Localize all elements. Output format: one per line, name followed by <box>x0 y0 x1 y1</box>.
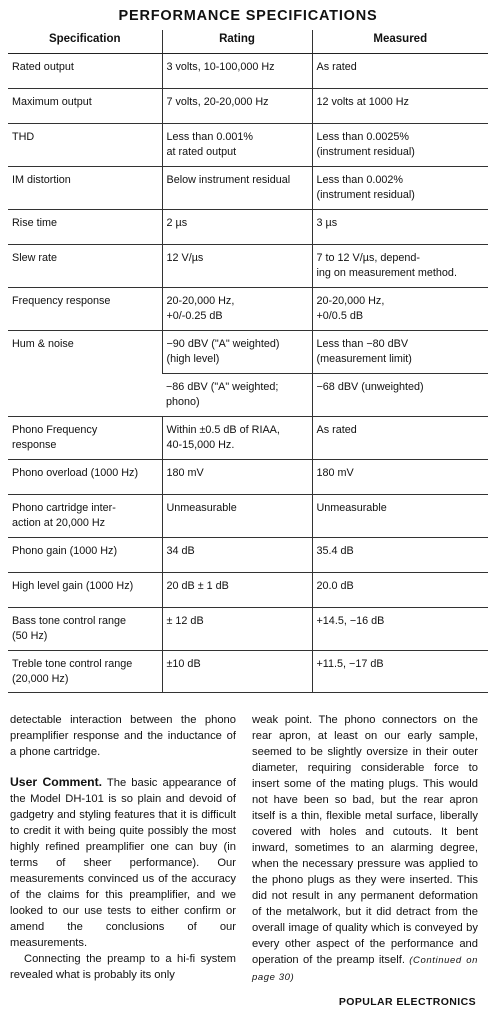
cell-measured: +11.5, −17 dB <box>312 651 488 694</box>
table-row <box>8 245 488 288</box>
table-row <box>8 608 488 651</box>
cell-specification: Hum & noise <box>8 331 162 417</box>
cell-specification: Phono cartridge inter- action at 20,000 Hz <box>8 495 162 538</box>
table-row <box>8 124 488 167</box>
cell-measured: As rated <box>312 54 488 89</box>
header-specification: Specification <box>8 30 162 54</box>
paragraph: detectable interaction between the phono preamplifier response and the inductance of a phone cartridge. <box>10 714 236 758</box>
paragraph: Connecting the preamp to a hi-fi system revealed what is probably its only <box>10 953 236 981</box>
cell-measured: As rated <box>312 417 488 460</box>
cell-rating: ±10 dB <box>162 651 312 694</box>
cell-measured: Less than −80 dBV (measurement limit) <box>312 331 488 374</box>
cell-specification: IM distortion <box>8 167 162 210</box>
cell-rating: Unmeasurable <box>162 495 312 538</box>
cell-specification: Phono Frequency response <box>8 417 162 460</box>
cell-specification: Rise time <box>8 210 162 245</box>
cell-measured: −68 dBV (unweighted) <box>312 374 488 417</box>
continued-note: (Continued on page 30) <box>252 955 478 983</box>
cell-specification: Bass tone control range (50 Hz) <box>8 608 162 651</box>
cell-measured: Unmeasurable <box>312 495 488 538</box>
cell-rating: −86 dBV ("A" weighted; phono) <box>162 374 312 417</box>
cell-rating: Below instrument residual <box>162 167 312 210</box>
cell-specification: Treble tone control range (20,000 Hz) <box>12 658 133 685</box>
cell-specification: Maximum output <box>8 89 162 124</box>
publication-footer: POPULAR ELECTRONICS <box>338 996 476 1008</box>
table-row <box>8 573 488 608</box>
table-row <box>8 495 488 538</box>
cell-rating: 20-20,000 Hz, +0/-0.25 dB <box>162 288 312 331</box>
table-row <box>8 331 488 374</box>
cell-measured: 35.4 dB <box>312 538 488 573</box>
run-in-heading: User Comment. <box>10 775 103 789</box>
paragraph <box>252 712 478 986</box>
cell-rating: −90 dBV ("A" weighted) (high level) <box>162 331 312 374</box>
cell-specification: Frequency response <box>8 288 162 331</box>
spec-table <box>8 30 488 693</box>
section-divider <box>8 692 488 693</box>
cell-measured: 3 µs <box>312 210 488 245</box>
cell-specification: Phono gain (1000 Hz) <box>8 538 162 573</box>
article-column-left <box>10 712 236 983</box>
paragraph-text: weak point. The phono connectors on the rear apron, at least on our early sample, seemed to be slightly oversize in their outer diameter, requiring considerable force to insert some of the mating plugs. This would not have been so bad, but the rear apron itself is a thin, flexible metal surface, liberally covered with holes and cutouts. It bent inward, sometimes to an alarming degree, when the necessary pressure was applied to the phono plugs as they were inserted. This did not result in any permanent deformation of the metalwork, but it did detract from the overall image of quality which is conveyed by every other aspect of the performance and operation of the preamp itself. <box>252 714 478 966</box>
article-column-right <box>252 712 478 986</box>
table-row <box>8 54 488 89</box>
table-row <box>8 460 488 495</box>
cell-specification: Slew rate <box>8 245 162 288</box>
table-row <box>8 288 488 331</box>
cell-rating: Within ±0.5 dB of RIAA, 40-15,000 Hz. <box>162 417 312 460</box>
header-rating: Rating <box>162 30 312 54</box>
table-row <box>8 651 488 694</box>
cell-rating: 12 V/µs <box>162 245 312 288</box>
table-header-row <box>8 30 488 54</box>
table-row <box>8 417 488 460</box>
cell-measured: 180 mV <box>312 460 488 495</box>
cell-specification: Phono overload (1000 Hz) <box>8 460 162 495</box>
header-measured: Measured <box>312 30 488 54</box>
table-row <box>8 89 488 124</box>
cell-specification: THD <box>8 124 162 167</box>
cell-measured: 12 volts at 1000 Hz <box>312 89 488 124</box>
cell-specification: Rated output <box>8 54 162 89</box>
spec-table-container <box>8 30 488 693</box>
cell-measured: 20.0 dB <box>312 573 488 608</box>
table-row <box>8 538 488 573</box>
table-body <box>8 54 488 694</box>
cell-measured: 20-20,000 Hz, +0/0.5 dB <box>312 288 488 331</box>
cell-rating: 7 volts, 20-20,000 Hz <box>162 89 312 124</box>
cell-rating: Less than 0.001% at rated output <box>162 124 312 167</box>
cell-rating: 180 mV <box>162 460 312 495</box>
cell-rating: 34 dB <box>162 538 312 573</box>
table-row <box>8 167 488 210</box>
cell-specification: High level gain (1000 Hz) <box>8 573 162 608</box>
cell-measured: Less than 0.0025% (instrument residual) <box>312 124 488 167</box>
table-row <box>8 210 488 245</box>
cell-rating: 20 dB ± 1 dB <box>162 573 312 608</box>
cell-measured: 7 to 12 V/µs, depend- ing on measurement method. <box>312 245 488 288</box>
cell-rating: 2 µs <box>162 210 312 245</box>
cell-measured: Less than 0.002% (instrument residual) <box>312 167 488 210</box>
paragraph-text: The basic appearance of the Model DH-101 is so plain and devoid of gadgetry and styling features that it is difficult to credit it with being quite possibly the most highly refined preamplifier one can buy (in terms of sheer performance). Our measurements convinced us of the accuracy of the claims for this preamplifier, and we looked to our use tests to either confirm or amend the conclusions of our measurements. <box>10 777 236 949</box>
cell-measured: +14.5, −16 dB <box>312 608 488 651</box>
paragraph <box>10 774 236 951</box>
cell-rating: 3 volts, 10-100,000 Hz <box>162 54 312 89</box>
cell-rating: ± 12 dB <box>162 608 312 651</box>
page-title: PERFORMANCE SPECIFICATIONS <box>118 8 378 24</box>
